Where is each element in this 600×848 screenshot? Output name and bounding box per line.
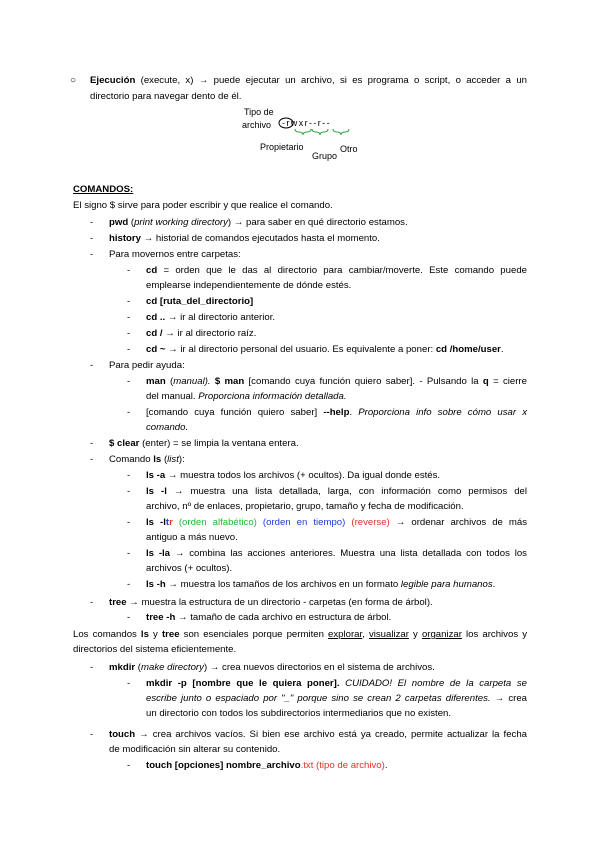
diagram-tipo-label-1: Tipo de <box>244 107 274 117</box>
ls-a-line: ls -a → muestra todos los archivos (+ ocultos). Da igual donde estés. <box>146 470 441 481</box>
dash-marker: - <box>127 612 131 623</box>
tree-line: tree → muestra la estructura de un directorio - carpetas (en forma de árbol). <box>109 597 433 608</box>
diagram-otro: Otro <box>340 144 358 154</box>
ejecucion-title: Ejecución <box>90 75 136 86</box>
dash-marker: - <box>127 296 131 307</box>
ls-l-line2: archivo, nº de enlaces, propietario, grupo, tamaño y fecha de modificación. <box>146 501 464 512</box>
diagram-grupo: Grupo <box>312 151 338 161</box>
diagram-tipo-label-2: archivo <box>242 120 272 130</box>
dash-marker: - <box>127 517 131 528</box>
comandos-heading: COMANDOS: <box>73 184 134 195</box>
cd-line1: cd = orden que le das al directorio para cambiar/moverte. Este comando puede <box>146 265 527 276</box>
man-line2: del manual. Proporciona información detallada. <box>146 391 347 402</box>
help-line1: [comando cuya función quiero saber] --help. Proporciona info sobre cómo usar x <box>146 407 527 418</box>
ls-la-line2: archivos (+ ocultos). <box>146 563 233 574</box>
tree-h-line: tree -h → tamaño de cada archivo en estructura de árbol. <box>146 612 392 623</box>
para-line2: directorios del sistema eficientemente. <box>73 644 237 655</box>
dash-marker: - <box>127 486 131 497</box>
dash-marker: - <box>127 265 131 276</box>
ls-h-line: ls -h → muestra los tamaños de los archivos en un formato legible para humanos. <box>146 579 496 590</box>
touch-opt-line: touch [opciones] nombre_archivo.txt (tipo de archivo). <box>146 760 388 771</box>
dash-marker: - <box>90 597 94 608</box>
dash-marker: - <box>127 407 131 418</box>
dash-marker: - <box>127 312 131 323</box>
para-line1: Los comandos ls y tree son esenciales porque permiten explorar, visualizar y organizar los archivos y <box>73 629 528 640</box>
comandos-intro: El signo $ sirve para poder escribir y que realice el comando. <box>73 200 333 211</box>
man-line1: man (manual). $ man [comando cuya función quiero saber]. - Pulsando la q = cierre <box>146 376 527 387</box>
dash-marker: - <box>127 344 131 355</box>
dash-marker: - <box>127 470 131 481</box>
diagram-propietario: Propietario <box>260 142 304 152</box>
dash-marker: - <box>90 662 94 673</box>
dash-marker: - <box>127 760 131 771</box>
help-line2: comando. <box>146 422 189 433</box>
ls-l-line1: ls -l → muestra una lista detallada, larga, con información como permisos del <box>146 486 527 497</box>
dash-marker: - <box>90 729 94 740</box>
mkdir-p-line2: escribe junto o espaciado por "_" porque sino se crean 2 carpetas diferentes. → crea <box>146 693 528 704</box>
ejecucion-text: (execute, x) → puede ejecutar un archivo, si es programa o script, o acceder a un <box>135 75 527 86</box>
dash-marker: - <box>90 233 94 244</box>
touch-line1: touch → crea archivos vacíos. Si bien ese archivo está ya creado, permite actualizar la fecha <box>109 729 527 740</box>
permissions-diagram <box>240 105 370 165</box>
cd-tilde-line: cd ~ → ir al directorio personal del usuario. Es equivalente a poner: cd /home/user. <box>146 344 504 355</box>
ls-ltr-line2: antiguo a más nuevo. <box>146 532 238 543</box>
history-line: history → historial de comandos ejecutados hasta el momento. <box>109 233 380 244</box>
mkdir-line: mkdir (make directory) → crea nuevos directorios en el sistema de archivos. <box>109 662 435 673</box>
cd-slash-line: cd / → ir al directorio raíz. <box>146 328 257 339</box>
dash-marker: - <box>90 438 94 449</box>
dash-marker: - <box>90 249 94 260</box>
ls-ltr-line1: ls -ltr (orden alfabético) (orden en tiempo) (reverse) → ordenar archivos de más <box>146 517 528 528</box>
dash-marker: - <box>127 678 131 689</box>
dash-marker: - <box>90 217 94 228</box>
ejecucion-line2: directorio para navegar dento de él. <box>90 91 242 102</box>
diagram-permissions: -rwxr--r-- <box>282 118 331 128</box>
ejecucion-line1 <box>90 73 527 88</box>
mover-line: Para movernos entre carpetas: <box>109 249 241 260</box>
dash-marker: - <box>127 548 131 559</box>
cd-ruta-line: cd [ruta_del_directorio] <box>146 296 254 307</box>
bullet-circle: ○ <box>70 75 77 86</box>
clear-line: $ clear (enter) = se limpia la ventana entera. <box>109 438 299 449</box>
ls-heading-line: Comando ls (list): <box>109 454 185 465</box>
dash-marker: - <box>127 328 131 339</box>
dash-marker: - <box>90 360 94 371</box>
dash-marker: - <box>90 454 94 465</box>
touch-line2: de modificación sin alterar su contenido. <box>109 744 281 755</box>
mkdir-p-line3: un directorio con todos los subdirectorios intermediarios que no existen. <box>146 708 452 719</box>
dash-marker: - <box>127 579 131 590</box>
ls-la-line1: ls -la → combina las acciones anteriores. Muestra una lista detallada con todos los <box>146 548 527 559</box>
dash-marker: - <box>127 376 131 387</box>
pwd-line: pwd (print working directory) → para saber en qué directorio estamos. <box>109 217 408 228</box>
cd-dots-line: cd .. → ir al directorio anterior. <box>146 312 276 323</box>
mkdir-p-line1: mkdir -p [nombre que le quiera poner]. CUIDADO! El nombre de la carpeta se <box>146 678 527 689</box>
cd-line2: emplearse independientemente de dónde estés. <box>146 280 352 291</box>
ayuda-line: Para pedir ayuda: <box>109 360 185 371</box>
